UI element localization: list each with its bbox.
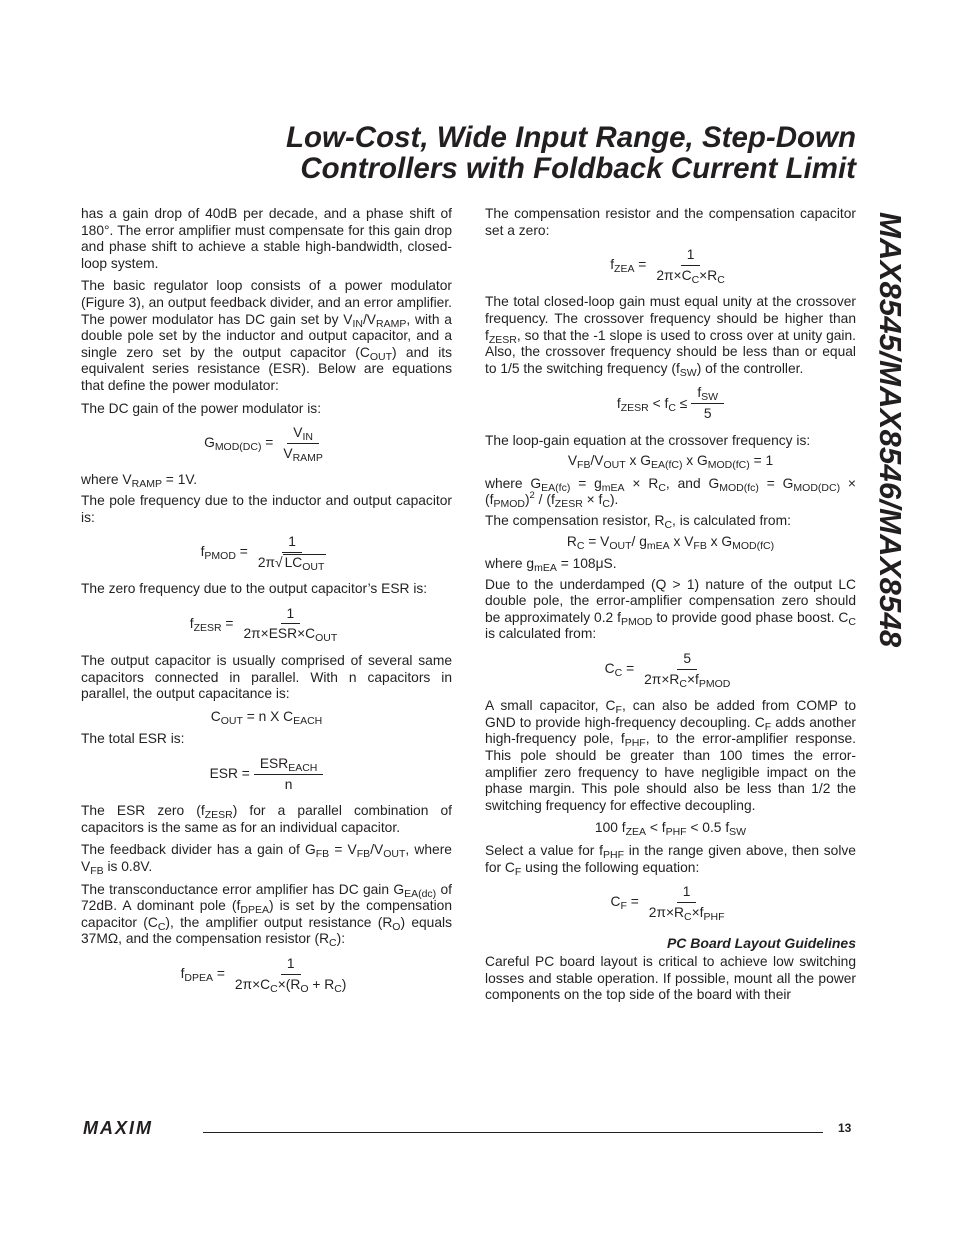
- equation-cc: $C_C$ = $\frac{5}{2\pi\times R_C\times f_{PMOD}}$: [604, 651, 731, 690]
- paragraph: The ESR zero $(f_{ZESR})$ for a parallel combination of capacitors is the same as for an individual capacitor.: [81, 803, 452, 835]
- paragraph: where $g_{mEA} = 108\mu S$.: [485, 556, 617, 575]
- section-heading: PC Board Layout Guidelines: [666, 935, 856, 952]
- paragraph: Careful PC board layout is critical to achieve low switching losses and stable operation. If possible, mount all the power components on the top side of the board with their: [485, 953, 856, 1003]
- equation-loop-gain: $V_{FB}/V_{OUT}$ x $G_{EA(fC)}$ x $G_{MOD(fC)} = 1$: [567, 453, 774, 472]
- footer-rule: [203, 1132, 823, 1133]
- equation-fpmod: $f_{PMOD}$ = $\frac{1}{2\pi√ LC_{OUT}}$: [200, 534, 325, 573]
- paragraph: The compensation resistor, $R_C$, is calculated from:: [485, 512, 791, 531]
- paragraph: The compensation resistor and the compensation capacitor set a zero:: [485, 206, 856, 238]
- equation-cout: $C_{OUT} = n$ X $C_{EACH}$: [210, 708, 323, 727]
- paragraph: Select a value for $f_{PHF}$ in the range given above, then solve for $C_F$ using the following equation:: [485, 843, 856, 878]
- page-title: [286, 122, 856, 184]
- left-column: [81, 206, 452, 1003]
- paragraph: The DC gain of the power modulator is:: [81, 400, 322, 416]
- paragraph: where $V_{RAMP} = 1V$.: [81, 472, 198, 491]
- equation-gmod: $G_{MOD(DC)}$ = $\frac{V_{IN}}{V_{RAMP}}$: [204, 425, 323, 464]
- equation-fdpea: $f_{DPEA}$ = $\frac{1}{2\pi\times C_C\times(R_O + R_C)}$: [180, 955, 347, 995]
- paragraph: The feedback divider has a gain of $G_{FB} = V_{FB}/V_{OUT}$, where $V_{FB}$ is 0.8V.: [81, 842, 452, 877]
- equation-esr: ESR = $\frac{ESR_{EACH}}{n}$: [81, 756, 452, 793]
- page-number: 13: [838, 1121, 852, 1135]
- maxim-logo: [83, 1119, 193, 1142]
- side-title-text: MAX8545/MAX8546/MAX8548: [873, 212, 908, 648]
- paragraph: The transconductance error amplifier has DC gain $G_{EA(dc)}$ of 72dB. A dominant pole $(f_{DPEA})$ is set by the compensation capacitor $(C_C)$, the amplifier output resistance $(R_O)$ equals 37MΩ, and the compensation resistor $(R_C)$:: [81, 881, 453, 950]
- svg-text:MAXIM: MAXIM: [83, 1119, 153, 1137]
- paragraph: The output capacitor is usually comprised of several same capacitors connected in parallel. With n capacitors in parallel, the output capacitance is:: [81, 653, 452, 702]
- paragraph: The total ESR is:: [81, 731, 185, 747]
- paragraph: The pole frequency due to the inductor and output capacitor is:: [81, 492, 452, 525]
- equation-crossover: $f_{ZESR} < f_C$ ≤ $\frac{f_{SW}}{5}$: [485, 385, 856, 422]
- side-part-number: [872, 212, 912, 692]
- equation-cf: $C_F$ = $\frac{1}{2\pi\times R_C\times f_{PHF}}$: [610, 884, 725, 923]
- title-line-2: Controllers with Foldback Current Limit: [300, 152, 856, 185]
- paragraph: Due to the underdamped (Q > 1) nature of the output LC double pole, the error-amplifier compensation zero should be approximately 0.2 $f_{PMOD}$ to provide good phase boost. $C_C$ is calculated from:: [485, 576, 856, 642]
- paragraph: has a gain drop of 40dB per decade, and a phase shift of 180°. The error amplifier must compensate for this gain drop and phase shift to achieve a stable high-bandwidth, closed-loop system.: [81, 206, 452, 271]
- paragraph: The loop-gain equation at the crossover frequency is:: [485, 432, 811, 448]
- title-line-1: Low-Cost, Wide Input Range, Step-Down: [285, 121, 856, 154]
- paragraph: The zero frequency due to the output capacitor’s ESR is:: [81, 581, 428, 597]
- paragraph: The basic regulator loop consists of a power modulator (Figure 3), an output feedback divider, and an error amplifier. The power modulator has DC gain set by $V_{IN}/V_{RAMP}$, with a double pole set by the inductor and output capacitor, and a single zero set by the output capacitor $(C_{OUT})$ and its equivalent series resistance (ESR). Below are equations that define the power modulator:: [81, 278, 453, 393]
- equation-fphf-range: 100 $f_{ZEA} < f_{PHF} < 0.5$ $f_{SW}$: [594, 820, 747, 839]
- paragraph: A small capacitor, $C_F$, can also be added from COMP to GND to provide high-frequency decoupling. $C_F$ adds another high-frequency pole, $f_{PHF}$, to the error-amplifier response. This pole should be greater than 100 times the error-amplifier zero frequency to have negligible impact on the phase margin. This pole should also be less than 1/2 the switching frequency for effective decoupling.: [485, 698, 857, 813]
- paragraph: where $G_{EA(fc)} = g_{mEA} \times R_C$, and $G_{MOD(fc)} = G_{MOD(DC)} \times (f_{PMOD})^2 / (f_{ZESR} \times f_C)$.: [485, 475, 856, 511]
- equation-rc: $R_C = V_{OUT}/$ $g_{mEA}$ x $V_{FB}$ x $G_{MOD(fC)}$: [566, 533, 775, 552]
- equation-fzea: $f_{ZEA}$ = $\frac{1}{2\pi\times C_C\times R_C}$: [610, 247, 725, 286]
- right-column: [485, 206, 856, 1010]
- paragraph: The total closed-loop gain must equal unity at the crossover frequency. The crossover frequency should be higher than $f_{ZESR}$, so that the -1 slope is used to cross over at unity gain. Also, the crossover frequency should be less than or equal to 1/5 the switching frequency $(f_{SW})$ of the controller.: [485, 294, 856, 379]
- equation-fzesr: $f_{ZESR}$ = $\frac{1}{2\pi\times ESR\times C_{OUT}}$: [189, 605, 338, 645]
